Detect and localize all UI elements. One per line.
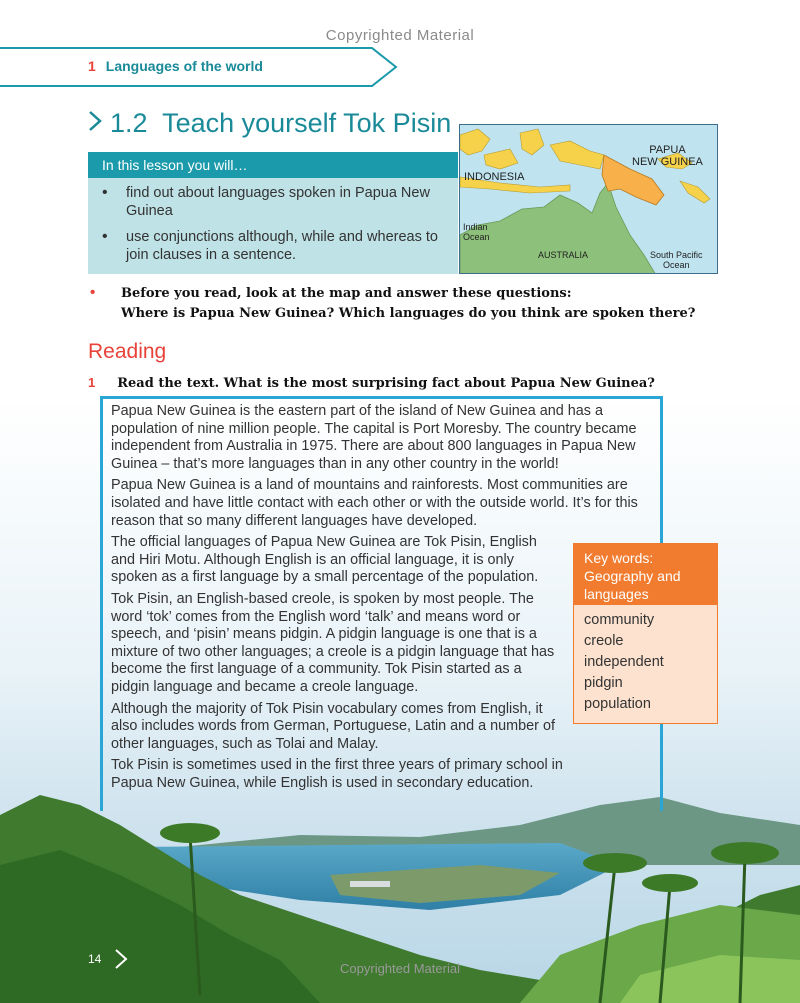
copyright-watermark-bottom: Copyrighted Material xyxy=(340,961,460,976)
reading-paragraph: The official languages of Papua New Guinea are Tok Pisin, English and Hiri Motu. Although English is an official language, it is only spoken as a first language by a small percentage of the population. xyxy=(111,534,539,586)
key-words-list xyxy=(584,610,664,715)
objective-item: • find out about languages spoken in Papua New Guinea xyxy=(100,184,452,220)
prompt-line-1: Before you read, look at the map and answer these questions: xyxy=(121,286,572,301)
prompt-line-2: Where is Papua New Guinea? Which languages do you think are spoken there? xyxy=(121,306,696,321)
map-label-indian-ocean: Indian Ocean xyxy=(463,222,490,242)
region-map xyxy=(459,124,718,274)
prompt-bullet-icon: • xyxy=(90,284,96,301)
lesson-title xyxy=(88,108,451,139)
lesson-number: 1.2 xyxy=(110,108,148,138)
objectives-list xyxy=(100,184,452,272)
task-text: Read the text. What is the most surprising fact about Papua New Guinea? xyxy=(117,376,655,391)
map-label-indonesia: INDONESIA xyxy=(464,171,525,183)
key-word-item: community xyxy=(584,612,655,628)
page-number: 14 xyxy=(88,952,102,966)
key-word-item: population xyxy=(584,696,651,712)
reading-paragraph: Papua New Guinea is the eastern part of the island of New Guinea and has a population of nine million people. The capital is Port Moresby. The country became independent from Australia in 1975. There are about 800 languages in Papua New Guinea – that’s more languages than in any other country in the world! xyxy=(111,403,637,472)
map-label-australia: AUSTRALIA xyxy=(538,250,589,260)
key-words-heading: Key words: Geography and languages xyxy=(573,543,718,605)
copyright-watermark-top: Copyrighted Material xyxy=(325,27,475,44)
reading-paragraph: Tok Pisin, an English-based creole, is spoken by most people. The word ‘tok’ comes from the English word ‘talk’ and means word or speech, and ‘pisin’ means pidgin. A pidgin language is one that is a mixture of two other languages; a creole is a pidgin language that has become the first language of a community. Tok Pisin started as a pidgin language and became a creole language. xyxy=(111,590,555,695)
key-word-item: creole xyxy=(584,633,624,649)
map-label-papua: PAPUA NEW GUINEA xyxy=(632,144,703,168)
lesson-title-text: Teach yourself Tok Pisin xyxy=(162,108,452,138)
chapter-number: 1 xyxy=(88,58,96,74)
key-word-item: independent xyxy=(584,654,664,670)
task-number: 1 xyxy=(88,375,96,390)
section-title-reading: Reading xyxy=(88,340,167,363)
pre-reading-prompt xyxy=(121,284,711,324)
reading-paragraph: Tok Pisin is sometimes used in the first three years of primary school in Papua New Guinea, while English is used in secondary education. xyxy=(111,757,563,791)
chevron-right-icon xyxy=(88,110,102,132)
chapter-title: Languages of the world xyxy=(105,58,263,74)
lesson-box-heading: In this lesson you will… xyxy=(88,152,458,178)
map-label-south-pacific: South Pacific Ocean xyxy=(650,250,703,270)
reading-paragraph: Although the majority of Tok Pisin vocabulary comes from English, it also includes words from German, Portuguese, Latin and a number of other languages, such as Tolai and Malay. xyxy=(111,700,555,752)
chapter-label xyxy=(88,58,263,74)
key-word-item: pidgin xyxy=(584,675,623,691)
reading-paragraph: Papua New Guinea is a land of mountains and rainforests. Most communities are isolated and have little contact with each other or with the outside world. It’s for this reason that so many different languages have developed. xyxy=(111,477,638,529)
objective-item: • use conjunctions although, while and whereas to join clauses in a sentence. xyxy=(100,228,452,264)
reading-task xyxy=(88,375,655,391)
